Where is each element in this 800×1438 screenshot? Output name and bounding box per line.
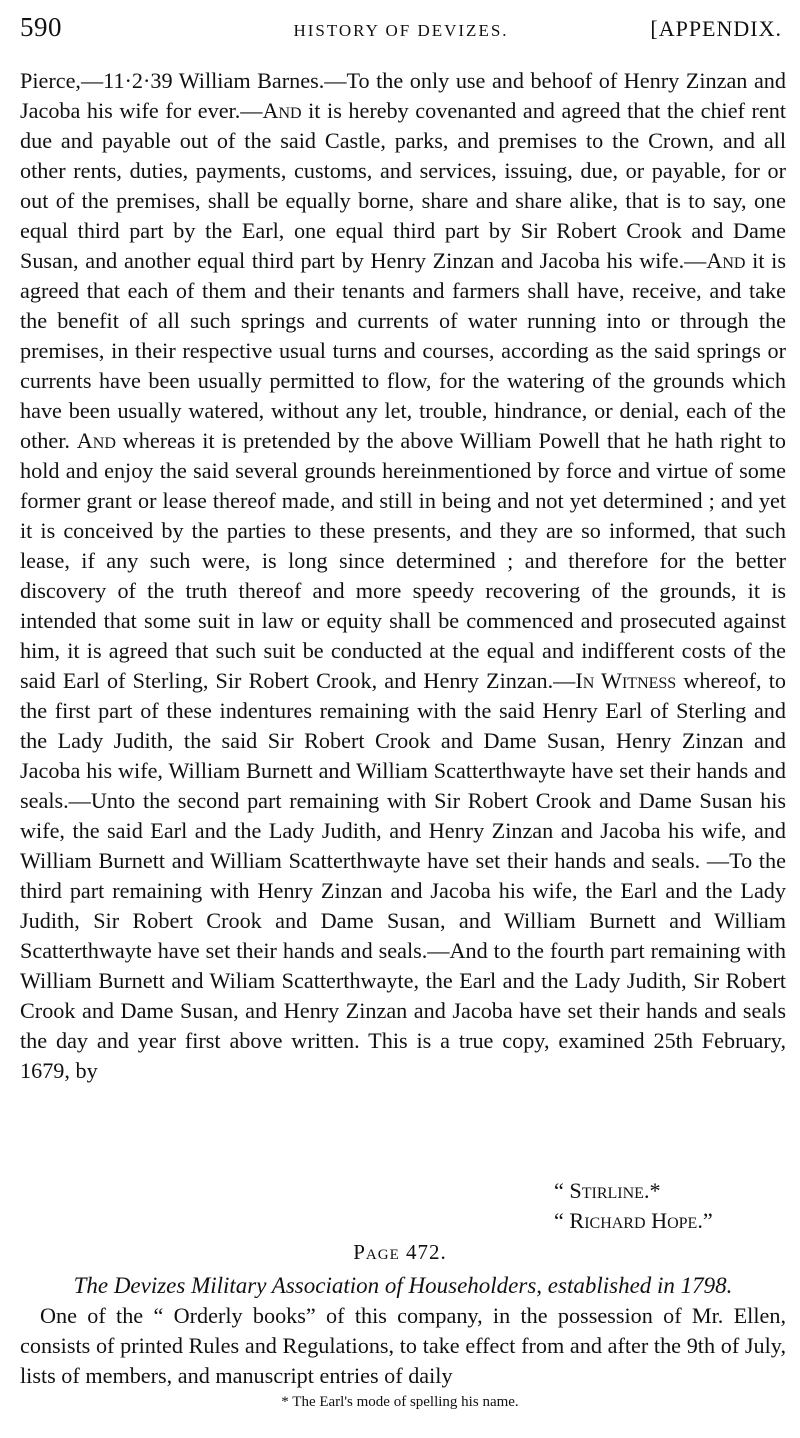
footnote: * The Earl's mode of spelling his name.: [281, 1394, 519, 1410]
section-heading: Page 472.: [353, 1240, 447, 1264]
text-run: it is hereby covenanted and agreed that the chief rent due and payable out of the said Castle, parks, and premises to the Crown, and all other rents, duties, payments, customs, and services, issuing, due, or payable, for or out of the premises, shall be equally borne, share and share alike, that is to say, one equal third part by the Earl, one equal third part by Sir Robert Crook and Dame Susan, and another equal third part by Henry Zinzan and Jacoba his wife.—: [20, 98, 786, 273]
section-subheading: The Devizes Military Association of Householders, established in 1798.: [73, 1273, 733, 1298]
small-caps-run: And: [76, 428, 116, 453]
signature-richard-hope: “ Richard Hope.”: [554, 1208, 713, 1233]
text-run: whereas it is pretended by the above William Powell that he hath right to hold and enjoy the said several grounds hereinmentioned by force and virtue of some former grant or lease thereof made, and still in being and not yet determined ; and yet it is conceived by the parties to these presents, and they are so informed, that such lease, if any such were, is long since determined ; and therefore for the better discovery of the truth thereof and more speedy recovering of the grounds, it is intended that some suit in law or equity shall be commenced and prosecuted against him, it is agreed that such suit be conducted at the equal and indifferent costs of the said Earl of Sterling, Sir Robert Crook, and Henry Zinzan.—: [20, 428, 786, 693]
small-caps-run: And: [262, 98, 302, 123]
main-text: [20, 66, 786, 1086]
section-label: [APPENDIX.: [650, 16, 782, 41]
signature-stirline: “ Stirline.*: [554, 1178, 661, 1203]
text-run: Pierce,—11·2·39 William Barnes.—To the only use and behoof of Henry Zinzan and Jacoba his wife for ever.—: [20, 68, 786, 123]
indenture-paragraph: [20, 66, 786, 1086]
section-paragraph: One of the “ Orderly books” of this company, in the possession of Mr. Ellen, consists of printed Rules and Regulations, to take effect from and after the 9th of July, lists of members, and manuscript entries of daily: [20, 1303, 786, 1388]
text-run: whereof, to the first part of these indentures remaining with the said Henry Earl of Sterling and the Lady Judith, the said Sir Robert Crook and Dame Susan, Henry Zinzan and Jacoba his wife, William Burnett and William Scatterthwayte have set their hands and seals.—Unto the second part remaining with Sir Robert Crook and Dame Susan his wife, the said Earl and the Lady Judith, and Henry Zinzan and Jacoba his wife, and William Burnett and William Scatterthwayte have set their hands and seals. —To the third part remaining with Henry Zinzan and Jacoba his wife, the Earl and the Lady Judith, Sir Robert Crook and Dame Susan, and William Burnett and William Scatterthwayte have set their hands and seals.—And to the fourth part remaining with William Burnett and Wiliam Scatterthwayte, the Earl and the Lady Judith, Sir Robert Crook and Dame Susan, and Henry Zinzan and Jacoba have set their hands and seals the day and year first above written. This is a true copy, examined 25th February, 1679, by: [20, 668, 786, 1083]
page-number: 590: [20, 12, 62, 42]
small-caps-run: And: [706, 248, 746, 273]
text-run: it is agreed that each of them and their tenants and farmers shall have, receive, and take the benefit of all such springs and currents of water running into or through the premises, in their respective usual turns and courses, according as the said springs or currents have been usually permitted to flow, for the watering of the grounds which have been usually watered, without any let, trouble, hindrance, or denial, each of the other.: [20, 248, 786, 453]
running-title: HISTORY OF DEVIZES.: [293, 21, 509, 40]
small-caps-run: In Witness: [575, 668, 677, 693]
page-header: [20, 12, 782, 48]
